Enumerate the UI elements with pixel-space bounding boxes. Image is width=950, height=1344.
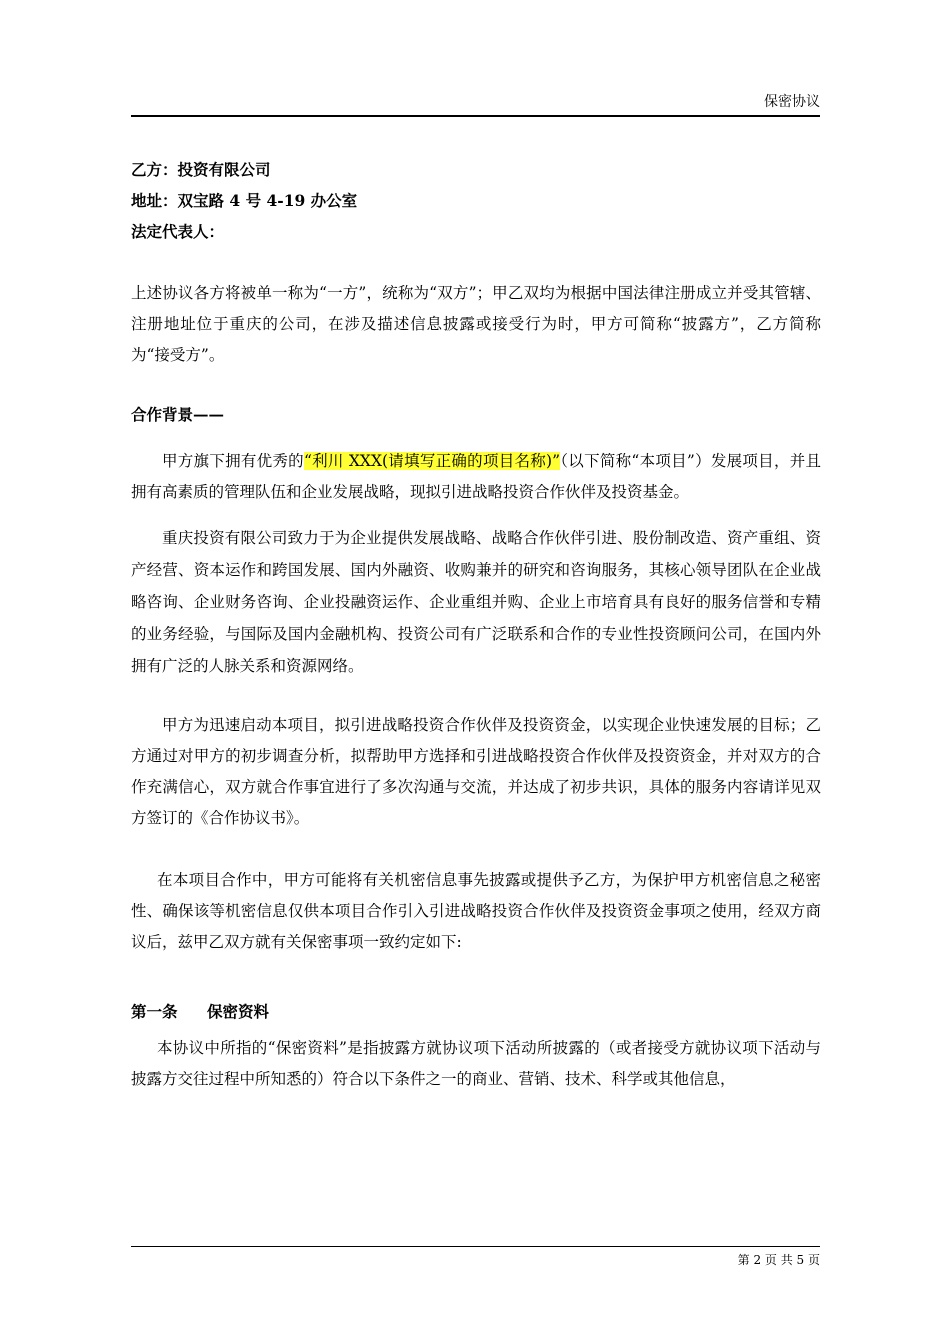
background-heading: 合作背景—— — [131, 405, 225, 424]
background-paragraph-1 — [131, 446, 821, 508]
document-body — [131, 154, 821, 1095]
article-1-title: 保密资料 — [207, 1002, 270, 1021]
intro-paragraph: 上述协议各方将被单一称为“一方”，统称为“双方”；甲乙双均为根据中国法律注册成立并受其管辖、注册地址位于重庆的公司，在涉及描述信息披露或接受行为时，甲方可简称“披露方”，乙方简称为“接受方”。 — [131, 284, 821, 364]
background-paragraph-3: 甲方为迅速启动本项目，拟引进战略投资合作伙伴及投资资金，以实现企业快速发展的目标；乙方通过对甲方的初步调查分析，拟帮助甲方选择和引进战略投资合作伙伴及投资资金，并对双方的合作充满信心，双方就合作事宜进行了多次沟通与交流，并达成了初步共识，具体的服务内容请详见双方签订的《合作协议书》。 — [131, 716, 821, 827]
party-b-representative: 法定代表人： — [131, 222, 225, 241]
party-b-name: 乙方：投资有限公司 — [131, 160, 271, 179]
background-p1-lead: 甲方旗下拥有优秀的 — [162, 452, 304, 470]
project-name-highlight: “利川 XXX(请填写正确的项目名称)” — [303, 452, 560, 470]
header-divider — [131, 115, 820, 117]
background-paragraph-4: 在本项目合作中，甲方可能将有关机密信息事先披露或提供予乙方，为保护甲方机密信息之秘密性、确保该等机密信息仅供本项目合作引入引进战略投资合作伙伴及投资资金事项之使用，经双方商议后，兹甲乙双方就有关保密事项一致约定如下: — [131, 871, 821, 951]
article-1-text: 本协议中所指的“保密资料”是指披露方就协议项下活动所披露的（或者接受方就协议项下活动与披露方交往过程中所知悉的）符合以下条件之一的商业、营销、技术、科学或其他信息， — [131, 1039, 821, 1088]
background-paragraph-2: 重庆投资有限公司致力于为企业提供发展战略、战略合作伙伴引进、股份制改造、资产重组、资产经营、资本运作和跨国发展、国内外融资、收购兼并的研究和咨询服务，其核心领导团队在企业战略咨询、企业财务咨询、企业投融资运作、企业重组并购、企业上市培育具有良好的服务信誉和专精的业务经验，与国际及国内金融机构、投资公司有广泛联系和合作的专业性投资顾问公司，在国内外拥有广泛的人脉关系和资源网络。 — [131, 529, 821, 675]
article-1-heading — [131, 996, 821, 1027]
footer-divider — [131, 1246, 820, 1247]
background-p1-tail: （以下简称“本项目”）发展项目，并且拥有高素质的管理队伍和企业发展战略，现拟引进战略投资合作伙伴及投资基金。 — [131, 452, 821, 501]
party-b-address: 地址：双宝路 4 号 4-19 办公室 — [131, 191, 358, 210]
page-number: 第 2 页 共 5 页 — [737, 1253, 820, 1267]
article-1-number: 第一条 — [131, 1002, 178, 1021]
page-header: 保密协议 — [764, 94, 820, 110]
